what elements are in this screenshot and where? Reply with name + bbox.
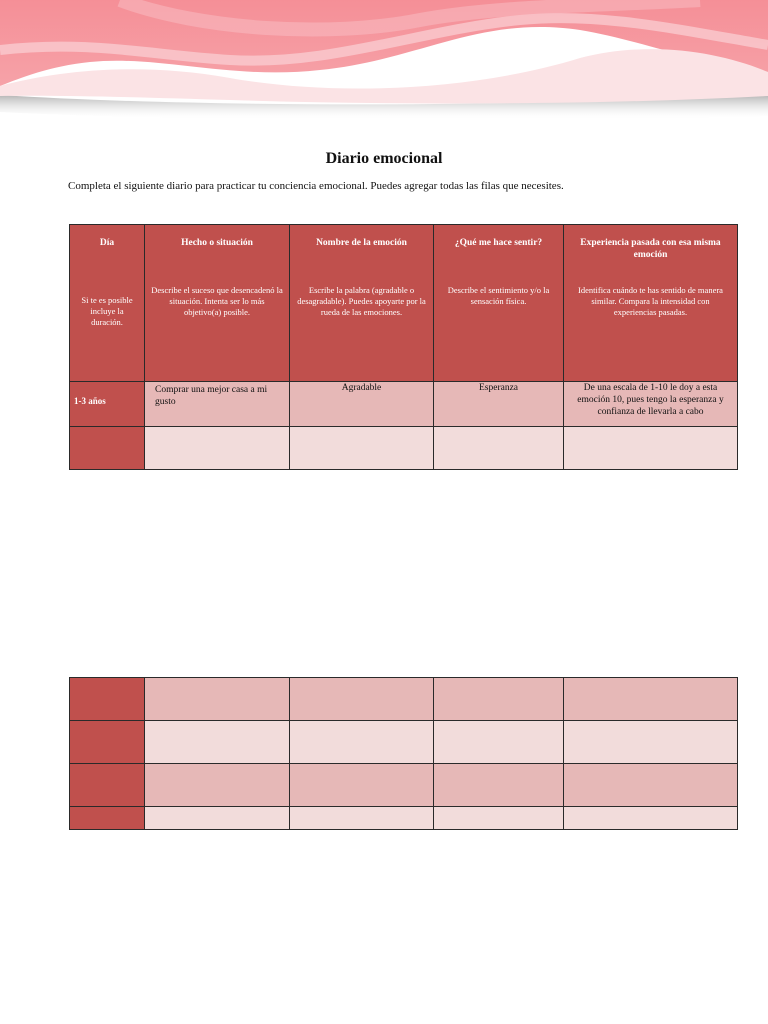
table-row-example [70,382,738,427]
column-header-sentir: ¿Qué me hace sentir? Describe el sentimiento y/o la sensación física. [434,225,564,382]
table-row [70,427,738,470]
sentir-cell[interactable] [434,764,564,807]
emocion-cell[interactable] [290,807,434,830]
hecho-cell[interactable] [145,721,290,764]
column-header-emocion: Nombre de la emoción Escribe la palabra (agradable o desagradable). Puedes apoyarte por la rueda de las emociones. [290,225,434,382]
day-cell[interactable] [70,678,145,721]
intro-text: Completa el siguiente diario para practicar tu conciencia emocional. Puedes agregar todas las filas que necesites. [68,180,564,192]
hecho-cell[interactable] [145,678,290,721]
sentir-cell[interactable] [434,721,564,764]
table-row [70,678,738,721]
sentir-cell[interactable] [434,427,564,470]
day-cell[interactable] [70,764,145,807]
column-header-hecho: Hecho o situación Describe el suceso que desencadenó la situación. Intenta ser lo más objetivo(a) posible. [145,225,290,382]
table-row [70,721,738,764]
experiencia-cell[interactable] [564,427,738,470]
day-cell[interactable] [70,807,145,830]
sentir-cell[interactable] [434,678,564,721]
sentir-cell[interactable]: Esperanza [434,382,564,427]
emocion-cell[interactable] [290,427,434,470]
day-cell[interactable] [70,427,145,470]
experiencia-cell[interactable] [564,764,738,807]
experiencia-cell[interactable] [564,678,738,721]
document-title: Diario emocional [325,150,443,167]
emotion-diary-table-continued [69,677,738,830]
header-wave-decoration [0,0,768,130]
sentir-cell[interactable] [434,807,564,830]
emotion-diary-table [69,224,738,470]
hecho-cell[interactable] [145,427,290,470]
column-header-dia: Día Si te es posible incluye la duración. [70,225,145,382]
emocion-cell[interactable] [290,721,434,764]
emocion-cell[interactable] [290,678,434,721]
hecho-cell[interactable] [145,807,290,830]
experiencia-cell[interactable] [564,721,738,764]
hecho-cell[interactable]: Comprar una mejor casa a mi gusto [145,382,290,427]
table-row [70,807,738,830]
column-header-experiencia: Experiencia pasada con esa misma emoción Identifica cuándo te has sentido de manera similar. Compara la intensidad con experiencias pasadas. [564,225,738,382]
experiencia-cell[interactable]: De una escala de 1-10 le doy a esta emoción 10, pues tengo la esperanza y confianza de llevarla a cabo [564,382,738,427]
experiencia-cell[interactable] [564,807,738,830]
emocion-cell[interactable] [290,764,434,807]
table-row [70,764,738,807]
table-header-row [70,225,738,382]
day-cell[interactable] [70,721,145,764]
day-cell[interactable]: 1-3 años [70,382,145,427]
hecho-cell[interactable] [145,764,290,807]
emocion-cell[interactable]: Agradable [290,382,434,427]
